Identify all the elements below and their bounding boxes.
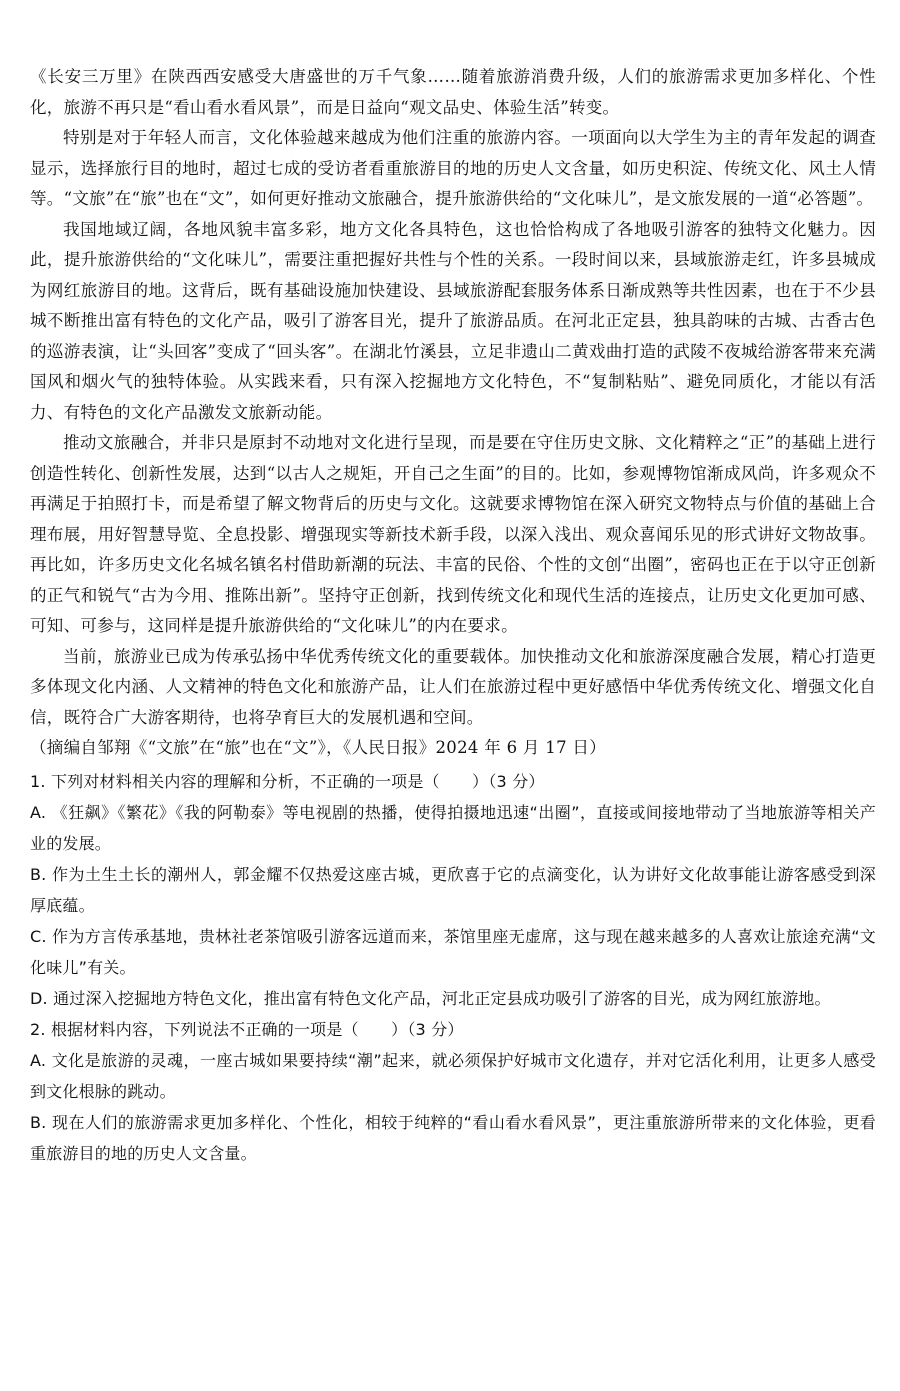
option-b: B. 现在人们的旅游需求更加多样化、个性化，相较于纯粹的“看山看水看风景”，更注重旅游所带来的文化体验，更看重旅游目的地的历史人文含量。 <box>30 1112 876 1163</box>
question-1 <box>30 766 876 1014</box>
reading-passage <box>30 62 876 764</box>
option-a: A. 《狂飙》《繁花》《我的阿勒泰》等电视剧的热播，使得拍摄地迅速“出圈”，直接或间接地带动了当地旅游等相关产业的发展。 <box>30 802 876 853</box>
question-stem: 2. 根据材料内容，下列说法不正确的一项是（ ）（3 分） <box>30 1019 464 1039</box>
option-a: A. 文化是旅游的灵魂，一座古城如果要持续“潮”起来，就必须保护好城市文化遗存，并对它活化利用，让更多人感受到文化根脉的跳动。 <box>30 1050 876 1101</box>
passage-paragraph-3: 我国地域辽阔，各地风貌丰富多彩，地方文化各具特色，这也恰恰构成了各地吸引游客的独特文化魅力。因此，提升旅游供给的“文化味儿”，需要注重把握好共性与个性的关系。一段时间以来，县域旅游走红，许多县城成为网红旅游目的地。这背后，既有基础设施加快建设、县域旅游配套服务体系日渐成熟等共性因素，也在于不少县城不断推出富有特色的文化产品，吸引了游客目光，提升了旅游品质。在河北正定县，独具韵味的古城、古香古色的巡游表演，让“头回客”变成了“回头客”。在湖北竹溪县，立足非遗山二黄戏曲打造的武陵不夜城给游客带来充满国风和烟火气的独特体验。从实践来看，只有深入挖掘地方文化特色，不“复制粘贴”、避免同质化，才能以有活力、有特色的文化产品激发文旅新动能。 <box>30 219 876 422</box>
passage-paragraph-5: 当前，旅游业已成为传承弘扬中华优秀传统文化的重要载体。加快推动文化和旅游深度融合发展，精心打造更多体现文化内涵、人文精神的特色文化和旅游产品，让人们在旅游过程中更好感悟中华优秀传统文化、增强文化自信，既符合广大游客期待，也将孕育巨大的发展机遇和空间。 <box>30 646 876 727</box>
passage-paragraph-4: 推动文旅融合，并非只是原封不动地对文化进行呈现，而是要在守住历史文脉、文化精粹之“正”的基础上进行创造性转化、创新性发展，达到“以古人之规矩，开自己之生面”的目的。比如，参观博物馆渐成风尚，许多观众不再满足于拍照打卡，而是希望了解文物背后的历史与文化。这就要求博物馆在深入研究文物特点与价值的基础上合理布展，用好智慧导览、全息投影、增强现实等新技术新手段，以深入浅出、观众喜闻乐见的形式讲好文物故事。再比如，许多历史文化名城名镇名村借助新潮的玩法、丰富的民俗、个性的文创“出圈”，密码也正在于以守正创新的正气和锐气“古为今用、推陈出新”。坚持守正创新，找到传统文化和现代生活的连接点，让历史文化更加可感、可知、可参与，这同样是提升旅游供给的“文化味儿”的内在要求。 <box>30 433 876 635</box>
question-2 <box>30 1014 876 1169</box>
option-d: D. 通过深入挖掘地方特色文化，推出富有特色文化产品，河北正定县成功吸引了游客的目光，成为网红旅游地。 <box>30 988 831 1008</box>
option-b: B. 作为土生土长的潮州人，郭金耀不仅热爱这座古城，更欣喜于它的点滴变化，认为讲好文化故事能让游客感受到深厚底蕴。 <box>30 864 876 915</box>
passage-paragraph-2: 特别是对于年轻人而言，文化体验越来越成为他们注重的旅游内容。一项面向以大学生为主的青年发起的调查显示，选择旅行目的地时，超过七成的受访者看重旅游目的地的历史人文含量，如历史积淀、传统文化、风土人情等。“文旅”在“旅”也在“文”，如何更好推动文旅融合，提升旅游供给的“文化味儿”，是文旅发展的一道“必答题”。 <box>30 128 876 208</box>
passage-source-citation: （摘编自邹翔《“文旅”在“旅”也在“文”》，《人民日报》2024 年 6 月 17 日） <box>30 738 607 757</box>
option-c: C. 作为方言传承基地，贵林社老茶馆吸引游客远道而来，茶馆里座无虚席，这与现在越来越多的人喜欢让旅途充满“文化味儿”有关。 <box>30 926 876 977</box>
passage-paragraph-1: 《长安三万里》在陕西西安感受大唐盛世的万千气象……随着旅游消费升级，人们的旅游需求更加多样化、个性化，旅游不再只是“看山看水看风景”，而是日益向“观文品史、体验生活”转变。 <box>30 67 876 117</box>
question-list <box>30 766 876 1169</box>
question-stem: 1. 下列对材料相关内容的理解和分析，不正确的一项是（ ）（3 分） <box>30 771 545 791</box>
